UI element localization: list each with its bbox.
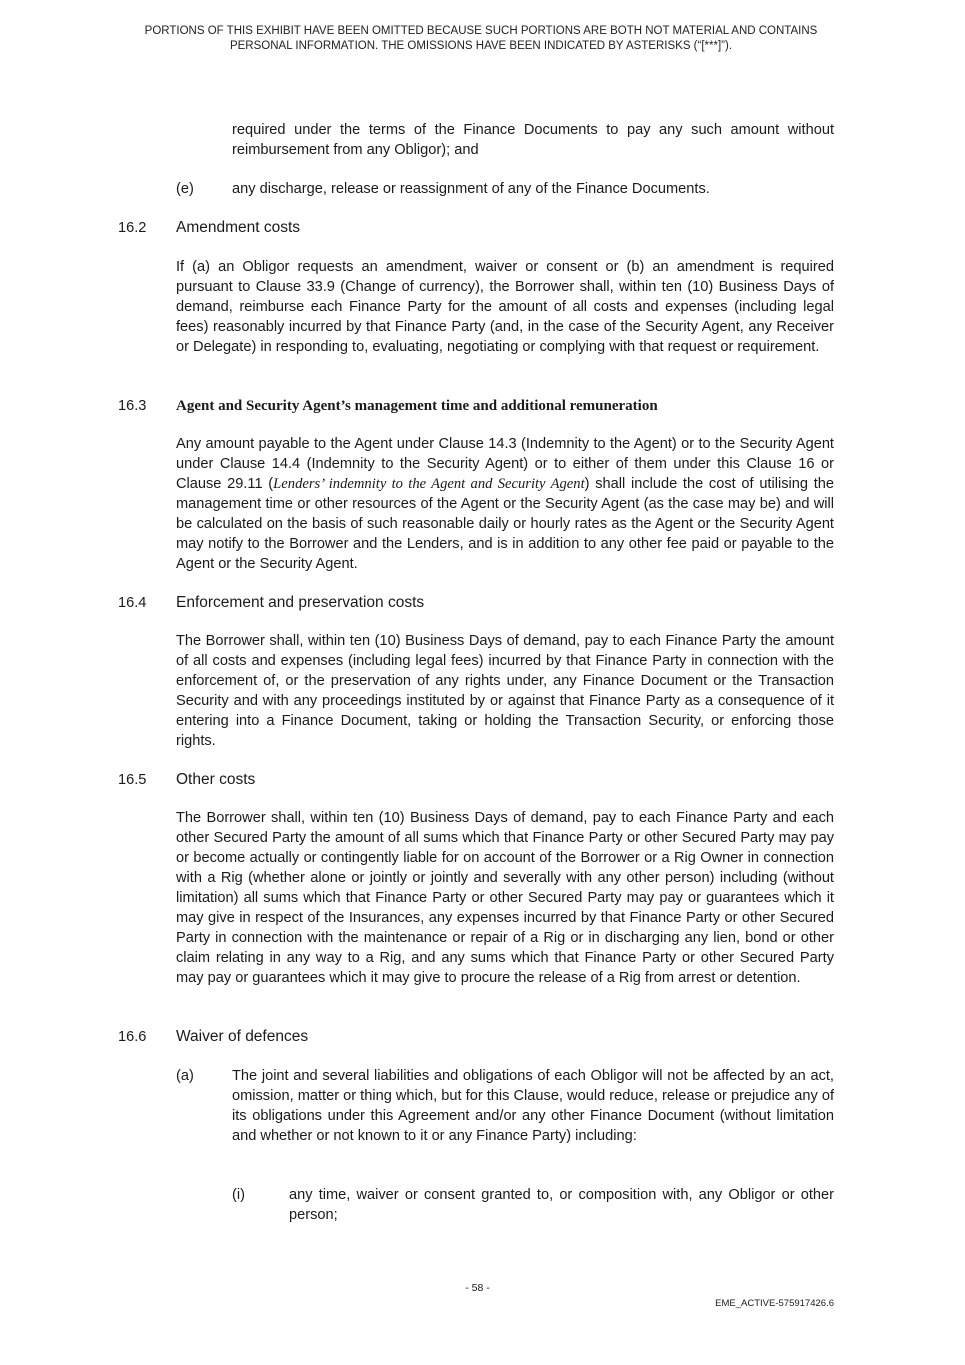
section-16-3-title: Agent and Security Agent’s management time and additional remuneration	[176, 398, 658, 414]
section-16-2-title: Amendment costs	[176, 219, 301, 236]
omission-notice: PORTIONS OF THIS EXHIBIT HAVE BEEN OMITTED BECAUSE SUCH PORTIONS ARE BOTH NOT MATERIAL AND CONTAINS PERSONAL INFORMATION. THE OMISSIONS HAVE BEEN INDICATED BY ASTERISKS (“[***]”).	[144, 25, 818, 52]
section-16-4-number: 16.4	[118, 595, 147, 611]
item-a-label: (a)	[176, 1068, 194, 1084]
item-e-label: (e)	[176, 181, 194, 197]
continuation-paragraph: required under the terms of the Finance Documents to pay any such amount without reimbursement from any Obligor); and	[232, 122, 834, 158]
item-a-text: The joint and several liabilities and obligations of each Obligor will not be affected by an act, omission, matter or thing which, but for this Clause, would reduce, release or prejudice any of its obligations under this Agreement and/or any other Finance Document (without limitation and whether or not known to it or any Finance Party) including:	[232, 1068, 834, 1144]
section-16-3-body-italic: Lenders’ indemnity to the Agent and Security Agent	[273, 476, 585, 492]
section-16-4-title: Enforcement and preservation costs	[176, 594, 425, 611]
section-16-5-body: The Borrower shall, within ten (10) Business Days of demand, pay to each Finance Party and each other Secured Party the amount of all sums which that Finance Party or other Secured Party may pay or become actually or contingently liable for on account of the Borrower or a Rig Owner in connection with a Rig (whether alone or jointly or jointly and severally with any other person) including (without limitation) all sums which that Finance Party or other Secured Party may pay or guarantees which it may give in respect of the Insurances, any expenses incurred by that Finance Party or other Secured Party in connection with the maintenance or repair of a Rig or in discharging any lien, bond or other claim relating in any way to a Rig, and any sums which that Finance Party or other Secured Party may pay or guarantees which it may give to procure the release of a Rig from arrest or detention.	[176, 810, 834, 986]
section-16-2-number: 16.2	[118, 220, 147, 236]
item-i-text: any time, waiver or consent granted to, or composition with, any Obligor or other person;	[289, 1187, 834, 1223]
section-16-5-number: 16.5	[118, 772, 147, 788]
section-16-3-body-pre: Any amount payable to the Agent under Clause 14.3 (Indemnity to the Agent) or to the Security Agent under Clause 14.4 (Indemnity to the Security Agent) or to either of them under this Clause 16 or Clause 29.11 (	[176, 436, 834, 492]
item-i-label: (i)	[232, 1187, 245, 1203]
section-16-5-title: Other costs	[176, 771, 256, 788]
section-16-4-body: The Borrower shall, within ten (10) Business Days of demand, pay to each Finance Party the amount of all costs and expenses (including legal fees) incurred by that Finance Party in connection with the enforcement of, or the preservation of any rights under, any Finance Document or the Transaction Security and with any proceedings instituted by or against that Finance Party as a consequence of it entering into a Finance Document, taking or holding the Transaction Security, or enforcing those rights.	[176, 633, 834, 749]
item-e-text: any discharge, release or reassignment of any of the Finance Documents.	[232, 181, 710, 197]
document-reference: EME_ACTIVE-575917426.6	[715, 1298, 834, 1309]
section-16-6-title: Waiver of defences	[176, 1028, 309, 1045]
section-16-3-number: 16.3	[118, 398, 147, 414]
section-16-2-body: If (a) an Obligor requests an amendment, waiver or consent or (b) an amendment is required pursuant to Clause 33.9 (Change of currency), the Borrower shall, within ten (10) Business Days of demand, reimburse each Finance Party for the amount of all costs and expenses (including legal fees) reasonably incurred by that Finance Party (and, in the case of the Security Agent, any Receiver or Delegate) in responding to, evaluating, negotiating or complying with that request or requirement.	[176, 259, 834, 355]
section-16-3-body	[176, 434, 834, 574]
section-16-6-number: 16.6	[118, 1029, 147, 1045]
section-16-3-body-post: ) shall include the cost of utilising the management time or other resources of the Agent or the Security Agent (as the case may be) and will be calculated on the basis of such reasonable daily or hourly rates as the Agent or the Security Agent may notify to the Borrower and the Lenders, and is in addition to any other fee paid or payable to the Agent or the Security Agent.	[176, 476, 834, 572]
page-number: - 58 -	[465, 1282, 490, 1294]
